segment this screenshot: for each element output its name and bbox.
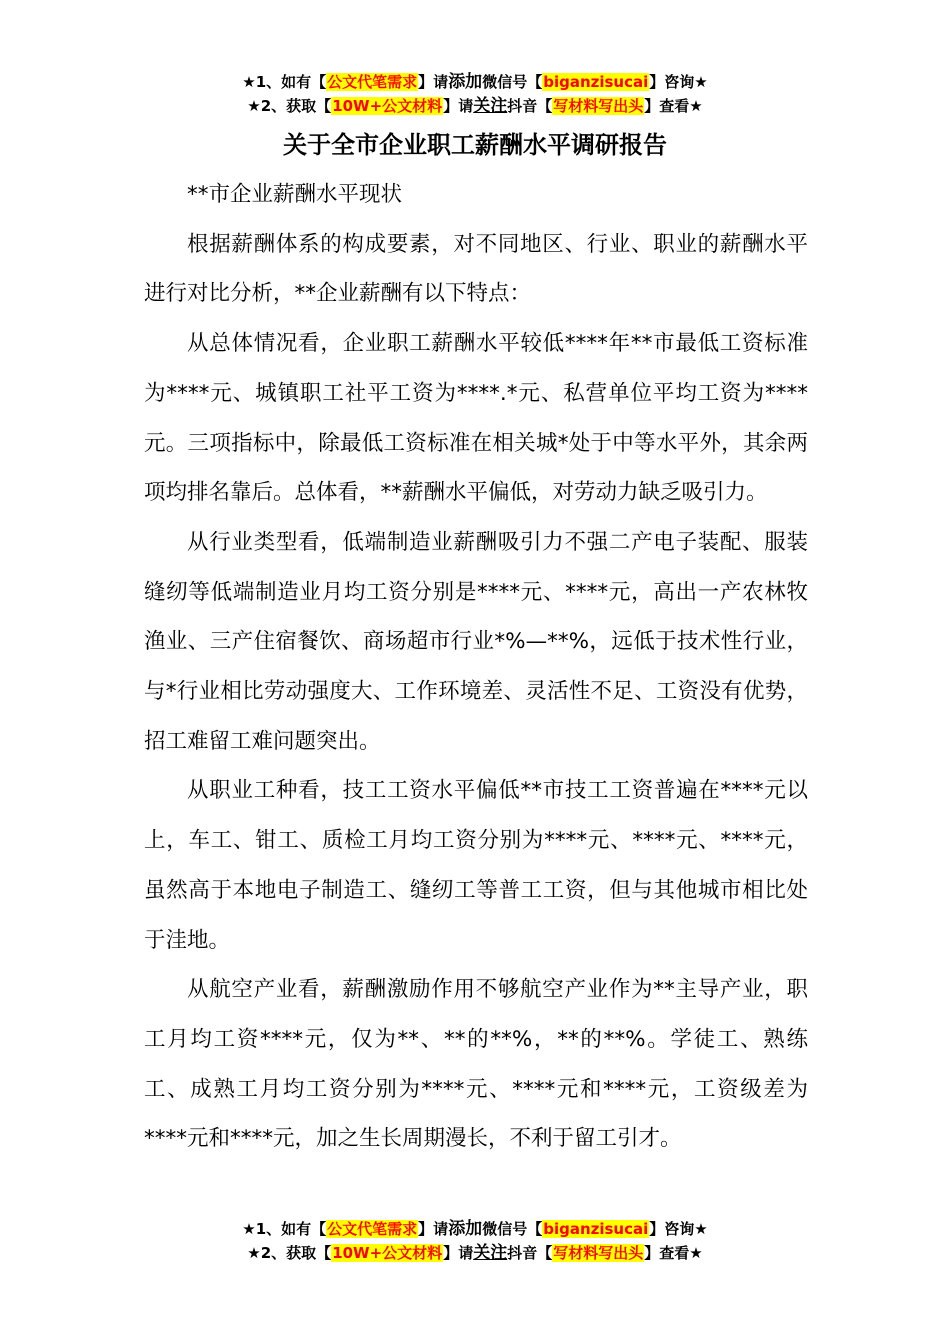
promo-text: 】请	[443, 97, 474, 115]
promo-text: 】查看★	[644, 97, 703, 115]
body-paragraph: 从行业类型看，低端制造业薪酬吸引力不强二产电子装配、服装缝纫等低端制造业月均工资分别是****元、****元，高出一产农林牧渔业、三产住宿餐饮、商场超市行业*%—**%，远低于技术性行业，与*行业相比劳动强度大、工作环境差、灵活性不足、工资没有优势，招工难留工难问题突出。	[144, 529, 808, 754]
promo-text: 】请	[443, 1244, 474, 1262]
promo-emphasis: 添加	[448, 72, 483, 92]
promo-text: 抖音【	[507, 97, 553, 115]
promo-highlight: 公文代笔需求	[327, 1220, 418, 1238]
promo-text: 抖音【	[507, 1244, 553, 1262]
promo-highlight: 公文代笔需求	[327, 73, 418, 91]
promo-text: ★2、获取【	[247, 97, 332, 115]
body-paragraph: 从总体情况看，企业职工薪酬水平较低****年**市最低工资标准为****元、城镇职工社平工资为****.*元、私营单位平均工资为****元。三项指标中，除最低工资标准在相关城*处于中等水平外，其余两项均排名靠后。总体看，**薪酬水平偏低，对劳动力缺乏吸引力。	[144, 331, 808, 506]
document-body	[144, 170, 808, 1164]
body-paragraph: 从职业工种看，技工工资水平偏低**市技工工资普遍在****元以上，车工、钳工、质检工月均工资分别为****元、****元、****元，虽然高于本地电子制造工、缝纫工等普工工资，但与其他城市相比处于洼地。	[144, 778, 808, 953]
promo-text: ★2、获取【	[247, 1244, 332, 1262]
promo-wechat-id: biganzisucai	[543, 1220, 649, 1238]
promo-wechat-id: biganzisucai	[543, 73, 649, 91]
top-promo-banner	[0, 70, 950, 118]
promo-emphasis: 关注	[473, 1243, 508, 1263]
promo-emphasis: 关注	[473, 96, 508, 116]
promo-text: 】请	[418, 1220, 449, 1238]
promo-text: 】查看★	[644, 1244, 703, 1262]
body-paragraph: 根据薪酬体系的构成要素，对不同地区、行业、职业的薪酬水平进行对比分析，**企业薪酬有以下特点：	[144, 231, 808, 307]
promo-line-2	[0, 94, 950, 118]
promo-douyin-account: 写材料写出头	[553, 97, 644, 115]
promo-line-1	[0, 1217, 950, 1241]
section-heading: **市企业薪酬水平现状	[187, 182, 403, 207]
promo-text: ★1、如有【	[242, 1220, 327, 1238]
document-title: 关于全市企业职工薪酬水平调研报告	[283, 131, 667, 159]
promo-highlight: 10W+公文材料	[332, 1244, 443, 1262]
bottom-promo-banner	[0, 1217, 950, 1265]
promo-line-2	[0, 1241, 950, 1265]
promo-line-1	[0, 70, 950, 94]
promo-douyin-account: 写材料写出头	[553, 1244, 644, 1262]
body-paragraph: 从航空产业看，薪酬激励作用不够航空产业作为**主导产业，职工月均工资****元，仅为**、**的**%，**的**%。学徒工、熟练工、成熟工月均工资分别为****元、****元和****元，工资级差为****元和****元，加之生长周期漫长，不利于留工引才。	[144, 977, 808, 1152]
promo-text: ★1、如有【	[242, 73, 327, 91]
promo-text: 微信号【	[482, 73, 543, 91]
promo-emphasis: 添加	[448, 1219, 483, 1239]
promo-text: 】咨询★	[649, 73, 708, 91]
promo-highlight: 10W+公文材料	[332, 97, 443, 115]
promo-text: 】咨询★	[649, 1220, 708, 1238]
promo-text: 微信号【	[482, 1220, 543, 1238]
promo-text: 】请	[418, 73, 449, 91]
